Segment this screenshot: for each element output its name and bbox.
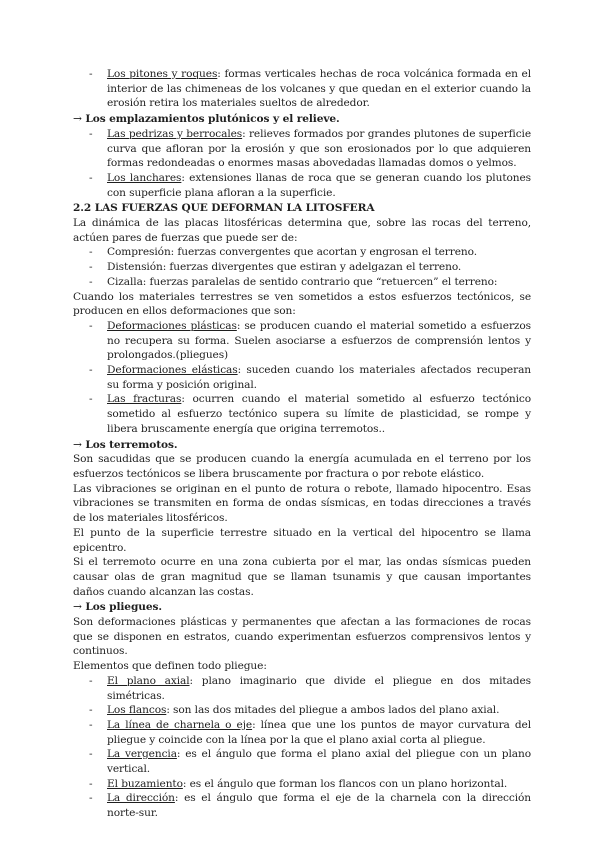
list-item [73, 127, 531, 171]
section-heading [73, 112, 531, 127]
list-item-text: : ocurren cuando el material sometido al esfuerzo tectónico sometido al esfuerzo tectónico supera su límite de plasticidad, se rompe y libera bruscamente energía que origina terremotos.. [107, 393, 531, 435]
section-heading [73, 201, 531, 216]
bullet-dash: - [89, 171, 93, 184]
list-item-text: : se producen cuando el material sometido a esfuerzos no recupera su forma. Suelen asociarse a esfuerzos de comprensión lentos y prolongados.(pliegues) [107, 319, 532, 362]
list-item-term: El plano axial [107, 674, 190, 687]
list-item-term: Las pedrizas y berrocales [107, 127, 243, 140]
list-item-term: Los lanchares [107, 171, 182, 184]
list-item [73, 777, 531, 792]
list-item [73, 245, 531, 260]
list-item [73, 363, 531, 392]
paragraph: La dinámica de las placas litosféricas determina que, sobre las rocas del terreno, actúen pares de fuerzas que puede ser de: [73, 217, 531, 244]
list-item [73, 747, 531, 776]
paragraph: Si el terremoto ocurre en una zona cubierta por el mar, las ondas sísmicas pueden causar olas de gran magnitud que se llaman tsunamis y que causan importantes daños cuando alcanzan las costas. [73, 556, 531, 598]
list-item-term: La vergencia [107, 748, 177, 761]
section-heading [73, 600, 531, 615]
list-item-text: Distensión: fuerzas divergentes que estiran y adelgazan el terreno. [107, 261, 462, 274]
list-item [73, 260, 531, 275]
arrow-icon: → [73, 113, 82, 126]
arrow-icon: → [73, 601, 82, 614]
heading-text: Los pliegues. [85, 601, 162, 614]
list-item [73, 718, 531, 747]
bullet-dash: - [89, 718, 93, 731]
list-item-text: : línea que une los puntos de mayor curvatura del pliegue y coincide con la línea por la que el plano axial corta al pliegue. [107, 718, 531, 746]
list-item-text: : plano imaginario que divide el pliegue en dos mitades simétricas. [107, 674, 531, 702]
bullet-dash: - [89, 261, 93, 274]
paragraph: Son deformaciones plásticas y permanentes que afectan a las formaciones de rocas que se disponen en estratos, cuando experimentan esfuerzos comprensivos lentos y continuos. [73, 616, 531, 658]
list-item-text: Cizalla: fuerzas paralelas de sentido contrario que “retuercen” el terreno: [107, 275, 498, 288]
list-item-term: Las fracturas [107, 393, 182, 406]
list-item-term: Deformaciones elásticas [107, 364, 238, 377]
paragraph: Son sacudidas que se producen cuando la energía acumulada en el terreno por los esfuerzos tectónicos se libera bruscamente por fractura o por rebote elástico. [73, 453, 531, 480]
bullet-dash: - [89, 68, 93, 80]
list-item-term: La línea de charnela o eje [107, 718, 253, 731]
paragraph: Elementos que definen todo pliegue: [73, 660, 267, 673]
arrow-icon: → [73, 438, 82, 451]
list-item [73, 319, 531, 363]
list-item-text: : son las dos mitades del pliegue a ambos lados del plano axial. [166, 704, 500, 717]
list-item [73, 392, 531, 436]
bullet-dash: - [89, 792, 93, 805]
bullet-dash: - [89, 393, 93, 406]
bullet-dash: - [89, 319, 93, 332]
bullet-dash: - [89, 704, 93, 717]
list-item-text: : extensiones llanas de roca que se generan cuando los plutones con superficie plana afloran a la superficie. [107, 171, 531, 199]
heading-text: Los emplazamientos plutónicos y el relieve. [85, 113, 340, 126]
bullet-dash: - [89, 275, 93, 288]
list-item [73, 171, 531, 200]
bullet-dash: - [89, 748, 93, 761]
paragraph: El punto de la superficie terrestre situado en la vertical del hipocentro se llama epicentro. [73, 526, 531, 554]
list-item [73, 67, 531, 111]
list-item-term: El buzamiento [107, 777, 183, 790]
heading-text: Los terremotos. [85, 438, 178, 451]
list-item-text: : formas verticales hechas de roca volcánica formada en el interior de las chimeneas de los volcanes y que quedan en el exterior cuando la erosión retira los materiales sueltos de alrededor. [107, 68, 532, 110]
list-item [73, 674, 531, 703]
list-item-term: Deformaciones plásticas [107, 319, 237, 332]
list-item-term: La dirección [107, 792, 175, 805]
document-page [73, 67, 531, 821]
heading-text: 2.2 LAS FUERZAS QUE DEFORMAN LA LITOSFERA [73, 202, 375, 215]
list-item [73, 791, 531, 820]
bullet-dash: - [89, 246, 93, 259]
list-item [73, 275, 531, 290]
paragraph: Las vibraciones se originan en el punto de rotura o rebote, llamado hipocentro. Esas vibraciones se transmiten en forma de ondas sísmicas, en todas direcciones a través de los materiales litosféricos. [73, 482, 531, 525]
paragraph: Cuando los materiales terrestres se ven sometidos a estos esfuerzos tectónicos, se producen en ellos deformaciones que son: [73, 290, 531, 318]
list-item-text: Compresión: fuerzas convergentes que acortan y engrosan el terreno. [107, 246, 477, 259]
list-item-term: Los flancos [107, 704, 167, 717]
list-item-term: Los pitones y roques [107, 68, 218, 80]
list-item-text: : es el ángulo que forma el eje de la charnela con la dirección norte-sur. [107, 792, 532, 820]
list-item-text: : es el ángulo que forma el plano axial del pliegue con un plano vertical. [107, 748, 531, 776]
list-item-text: : suceden cuando los materiales afectados recuperan su forma y posición original. [107, 364, 532, 391]
section-heading [73, 438, 531, 453]
list-item-text: : es el ángulo que forman los flancos con un plano horizontal. [182, 777, 508, 790]
bullet-dash: - [89, 777, 93, 790]
list-item-text: : relieves formados por grandes plutones de superficie curva que afloran por la erosión y que son erosionados por lo que adquieren formas redondeadas o enormes masas abovedadas llamadas domos o yelmos. [107, 127, 531, 170]
bullet-dash: - [89, 674, 93, 687]
list-item [73, 703, 531, 718]
bullet-dash: - [89, 127, 93, 140]
bullet-dash: - [89, 364, 93, 377]
